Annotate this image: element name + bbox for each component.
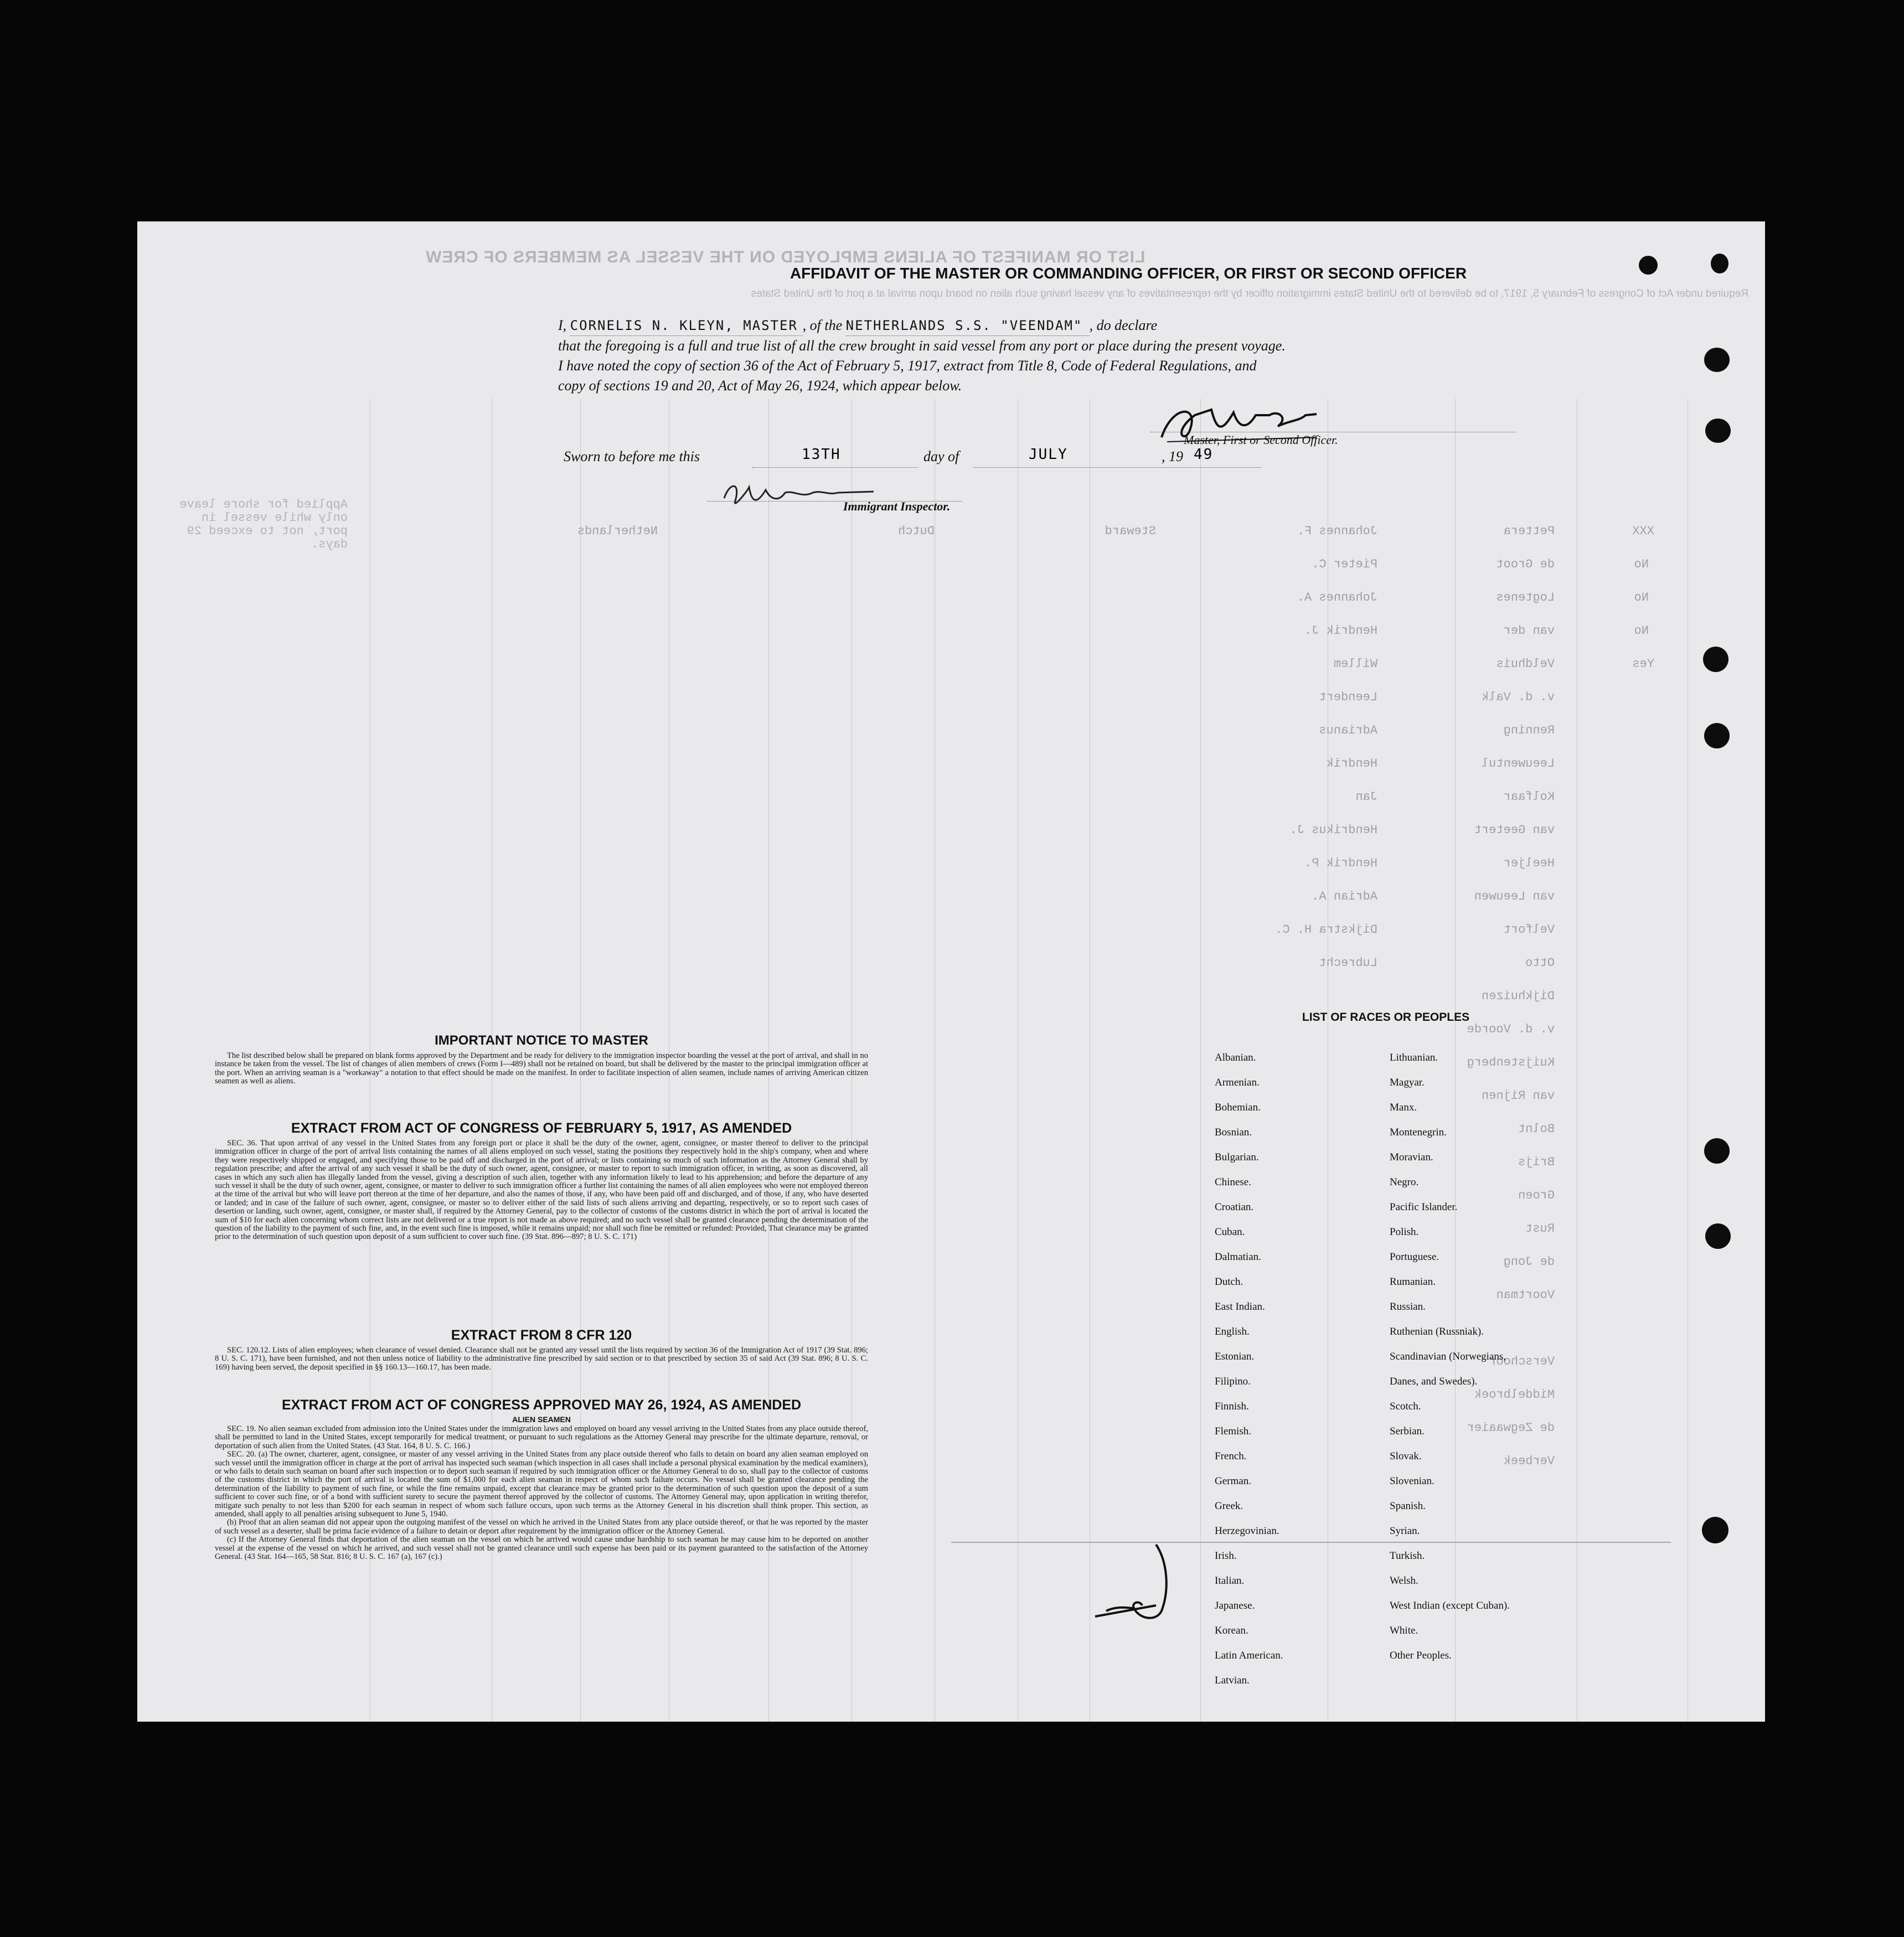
sworn-day-value: 13TH xyxy=(802,446,841,463)
race-item: Ruthenian (Russniak). xyxy=(1390,1326,1484,1337)
extract-1924-subtitle: ALIEN SEAMEN xyxy=(512,1415,571,1424)
affidavit-title: AFFIDAVIT OF THE MASTER OR COMMANDING OFFICER, OR FIRST OR SECOND OFFICER xyxy=(790,265,1467,282)
race-item: Slovak. xyxy=(1390,1450,1422,1462)
punch-hole xyxy=(1639,256,1658,275)
race-item: Chinese. xyxy=(1215,1176,1251,1188)
races-left-column xyxy=(1215,1052,1283,1700)
race-item: Portuguese. xyxy=(1390,1251,1439,1263)
race-item: Dalmatian. xyxy=(1215,1251,1261,1263)
race-item: Slovenian. xyxy=(1390,1475,1435,1487)
race-item: Flemish. xyxy=(1215,1425,1251,1437)
notice-title: IMPORTANT NOTICE TO MASTER xyxy=(435,1033,648,1048)
declare-text: , do declare xyxy=(1089,317,1158,333)
race-item: Turkish. xyxy=(1390,1550,1425,1562)
sworn-month-value: JULY xyxy=(1029,446,1068,463)
race-item: Manx. xyxy=(1390,1102,1417,1113)
affidavit-line-4: copy of sections 19 and 20, Act of May 26, 1924, which appear below. xyxy=(558,378,962,394)
race-item: Moravian. xyxy=(1390,1151,1433,1163)
race-item: Spanish. xyxy=(1390,1500,1426,1512)
sec-20a-paragraph: SEC. 20. (a) The owner, charterer, agent, consignee, or master of any vessel arriving in the United States from any place outside thereof who fails to detain on board any alien seaman employed on such vessel until the immigration officer in charge at the port of arrival has inspected such seaman (which inspection in all cases shall include a personal physical examination by the medical examiners), or who fails to detain such seaman on board after such inspection or to deport such seaman if required by such immigration officer or the Attorney General to do so, shall pay to the collector of customs of the customs district in which the port of arrival is located the sum of $1,000 for each alien seaman in respect of whom such failure occurs. No vessel shall be granted clearance pending the determination of the liability to payment of such fine, or while the fine remains unpaid, except that clearance may be granted prior to the determination of such question upon the deposit of a sum sufficient to cover such fine, or of a bond with sufficient surety to secure the payment thereof approved by the collector of customs. The Attorney General may, upon application in writing therefor, mitigate such penalty to not less than $200 for each seaman in respect of whom such failure occurs, upon such terms as the Attorney General in his discretion shall think proper. This section, as amended, shall apply to all penalties arising subsequent to June 5, 1940. xyxy=(215,1450,868,1519)
punch-hole xyxy=(1702,1517,1728,1543)
punch-hole xyxy=(1703,647,1728,672)
race-item: Korean. xyxy=(1215,1625,1248,1636)
race-item: Croatian. xyxy=(1215,1201,1254,1213)
affidavit-line-3: I have noted the copy of section 36 of the Act of February 5, 1917, extract from Title 8, Code of Federal Regulations, and xyxy=(558,358,1257,374)
race-item: Italian. xyxy=(1215,1575,1245,1587)
sworn-month-line xyxy=(973,467,1261,468)
race-item: Russian. xyxy=(1390,1301,1426,1313)
sec-20b-paragraph: (b) Proof that an alien seaman did not appear upon the outgoing manifest of the vessel on which he arrived in the United States from any place outside thereof, or that he was reported by the master of such vessel as a deserter, shall be prima facie evidence of a failure to detain or deport after requirement by the immigration officer or the Attorney General. xyxy=(215,1518,868,1536)
race-item: Latvian. xyxy=(1215,1675,1250,1686)
race-item: Armenian. xyxy=(1215,1077,1260,1088)
race-item: Irish. xyxy=(1215,1550,1237,1562)
race-item: Welsh. xyxy=(1390,1575,1418,1587)
extract-1917-title: EXTRACT FROM ACT OF CONGRESS OF FEBRUARY 5, 1917, AS AMENDED xyxy=(291,1120,792,1136)
race-item: Latin American. xyxy=(1215,1650,1283,1661)
sworn-year-prefix: , 19 xyxy=(1162,448,1183,464)
race-item: Syrian. xyxy=(1390,1525,1420,1537)
extract-1917-text xyxy=(215,1139,868,1312)
race-item: Cuban. xyxy=(1215,1226,1245,1238)
affidavit-line-2: that the foregoing is a full and true list of all the crew brought in said vessel from any port or place during the present voyage. xyxy=(558,338,1286,354)
race-item: Other Peoples. xyxy=(1390,1650,1452,1661)
sworn-day-line xyxy=(752,467,918,468)
extract-1924-title: EXTRACT FROM ACT OF CONGRESS APPROVED MAY 26, 1924, AS AMENDED xyxy=(281,1397,802,1413)
race-item: White. xyxy=(1390,1625,1418,1636)
punch-hole xyxy=(1704,1138,1730,1164)
race-item: English. xyxy=(1215,1326,1250,1337)
initials-mark xyxy=(1073,1539,1200,1628)
race-item: Pacific Islander. xyxy=(1390,1201,1458,1213)
sworn-label: Sworn to before me this xyxy=(564,448,700,464)
extract-1917-paragraph: SEC. 36. That upon arrival of any vessel in the United States from any foreign port or place it shall be the duty of the owner, agent, consignee, or master thereof to deliver to the principal immigration officer in charge of the port of arrival lists containing the names of all aliens employed on such vessel, stating the positions they respectively hold in the ship's company, when and where they were respectively shipped or engaged, and specifying those to be paid off and discharged in the port of arrival; or lists containing so much of such information as the Attorney General shall by regulation prescribe; and after the arrival of any such vessel it shall be the duty of such owner, agent, consignee, or master to report to such immigration officer, in writing, as soon as discovered, all cases in which any such alien has illegally landed from the vessel, giving a description of such alien, together with any information likely to lead to his apprehension; and before the departure of any such vessel it shall be the duty of such owner, agent, consignee, or master to deliver to such immigration officer a further list containing the names of all alien employees who were not employed thereon at the time of the arrival but who will leave port thereon at the time of her departure, and also the names of those, if any, who have been paid off and discharged, and of those, if any, who have deserted or landed; and in case of the failure of such owner, agent, consignee, or master so to deliver either of the said lists of such aliens arriving and departing, respectively, or so to report such cases of desertion or landing, such owner, agent, consignee, or master shall, if required by the Attorney General, pay to the collector of customs of the customs district in which the port of arrival is located the sum of $10 for each alien concerning whom correct lists are not delivered or a true report is not made as above required; and no such vessel shall be granted clearance pending the determination of the question of the liability to the payment of such fine, and, in the event such fine is imposed, while it remains unpaid; nor shall such fine be remitted or refunded: Provided, That clearance may be granted prior to the determination of such question upon deposit of a sum sufficient to cover such fine. (39 Stat. 896—897; 8 U. S. C. 171) xyxy=(215,1139,868,1242)
sec-19-paragraph: SEC. 19. No alien seaman excluded from admission into the United States under the immigration laws and employed on board any vessel arriving in the United States from any place outside thereof, shall be permitted to land in the United States, except temporarily for medical treatment, or pursuant to such regulations as the Attorney General may prescribe for the ultimate departure, removal, or deportation of such alien from the United States. (43 Stat. 164, 8 U. S. C. 166.) xyxy=(215,1425,868,1450)
race-item: Negro. xyxy=(1390,1176,1419,1188)
affidavit-text xyxy=(558,316,1588,396)
race-item: Rumanian. xyxy=(1390,1276,1436,1288)
vessel-name-field: NETHERLANDS S.S. "VEENDAM" xyxy=(846,316,1090,336)
races-title: LIST OF RACES OR PEOPLES xyxy=(1302,1011,1470,1024)
race-item: Polish. xyxy=(1390,1226,1419,1238)
inspector-label: Immigrant Inspector. xyxy=(843,499,951,513)
punch-hole xyxy=(1704,723,1730,748)
ghost-subheading: Required under Act of Congress of February 5, 1917, to be delivered to the United States immigration officer by the representatives of any vessel having such alien on board upon arrival at a port of the United States xyxy=(751,288,1748,299)
race-item: Albanian. xyxy=(1215,1052,1256,1063)
ghost-heading: LIST OR MANIFEST OF ALIENS EMPLOYED ON THE VESSEL AS MEMBERS OF CREW xyxy=(425,248,1146,266)
ghost-bottom-rule xyxy=(951,1542,1671,1543)
race-item: Serbian. xyxy=(1390,1425,1425,1437)
race-item: Lithuanian. xyxy=(1390,1052,1438,1063)
race-item: Greek. xyxy=(1215,1500,1243,1512)
race-item: Danes, and Swedes). xyxy=(1390,1376,1478,1387)
notice-paragraph: The list described below shall be prepared on blank forms approved by the Department and be ready for delivery to the immigration inspector boarding the vessel at the port of arrival, and shall in no instance be taken from the vessel. The list of changes of alien members of crews (Form I—489) shall not be retained on board, but shall be delivered by the master to the principal immigration officer at the port. When an arriving seaman is a "workaway" a notation to that effect should be made on the manifest. In order to facilitate inspection of alien seamen, include names of arriving American citizen seamen as well as aliens. xyxy=(215,1052,868,1086)
punch-hole xyxy=(1705,419,1731,443)
day-of-label: day of xyxy=(923,448,959,464)
punch-hole xyxy=(1704,348,1730,372)
race-item: Dutch. xyxy=(1215,1276,1243,1288)
extract-1924-text xyxy=(215,1425,868,1652)
race-item: Magyar. xyxy=(1390,1077,1425,1088)
document-page: LIST OR MANIFEST OF ALIENS EMPLOYED ON THE VESSEL AS MEMBERS OF CREW Required under Act of Congress of February 5, 1917, to be delivered to the United States immigration officer by the representatives of any vessel having such alien on board upon arrival at a port of the United States Applied for shore leave only while vessel in port, not to exceed 29 days. XXX Pettera Johannes F. Steward Dutch Netherlands No de Groot Pieter C. No Logtenes Johannes A. No van der Hendrik J. Yes Veldhuis Willem v. d. Valk Leendert Renning Adrianus Leeuwentul Hendrik Kolfaar Jan van Geetert Hendrikus J. Heeljer Hendrik P. van Leeuwen Adrian A. Velfort Dijkstra H. C. Otto Lubrecht Dijkhuizen v. d. Voorde Kuijstenberg van Rijnen Bolnt Brijs Groen Rust de Jong Voortman Verschoor Middelbroek de Zegwaaier Verbeek AFFIDAVIT OF THE MASTER OR COMMANDING OFFICER, OR FIRST OR SECOND OFFICER I, CORNELIS N. KLEYN, MASTER , of the NETHERLANDS S.S. "VEENDAM" , do declare that the foregoing is a full and true list of all the crew brought in said vessel from any port or place during the present voyage. I have noted the copy of section 36 of the Act of February 5, 1917, extract from Title 8, Code of Federal Regulations, and copy of sections 19 and 20, Act of May 26, 1924, which appear below. Master, First or Second Officer. Sworn to before me this 13TH day of JULY , 19 49 Immigrant Inspector. IMPORTANT NOTICE TO MASTER The list described below shall be prepared on blank forms approved by the Department and be ready for delivery to the immigration inspector boarding the vessel at the port of arrival, and shall in no instance be taken from the vessel. The list of changes of alien members of crews (Form I—489) shall not be retained on board, but shall be delivered by the master to the principal immigration officer at the port. When an arriving seaman is a "workaway" a notation to that effect should be made on the manifest. In order to facilitate inspection of alien seamen, include names of arriving American citizen seamen as well as aliens. EXTRACT FROM ACT OF CONGRESS OF FEBRUARY 5, 1917, AS AMENDED SEC. 36. That upon arrival of any vessel in the United States from any foreign port or place it shall be the duty of the owner, agent, consignee, or master thereof to deliver to the principal immigration officer in charge of the port of arrival lists containing the names of all aliens employed on such vessel, stating the positions they respectively hold in the ship's company, when and where they were respectively shipped or engaged, and specifying those to be paid off and discharged in the port of arrival; or lists containing so much of such information as the Attorney General shall by regulation prescribe; and after the arrival of any such vessel it shall be the duty of such owner, agent, consignee, or master to report to such immigration officer, in writing, as soon as discovered, all cases in which any such alien has illegally landed from the vessel, giving a description of such alien, together with any information likely to lead to his apprehension; and before the departure of any such vessel it shall be the duty of such owner, agent, consignee, or master to deliver to such immigration officer a further list containing the names of all alien employees who were not employed thereon at the time of the arrival but who will leave port thereon at the time of her departure, and also the names of those, if any, who have been paid off and discharged, and of those, if any, who have deserted or landed; and in case of the failure of such owner, agent, consignee, or master so to deliver either of the said lists of such aliens arriving and departing, respectively, or so to report such cases of desertion or landing, such owner, agent, consignee, or master shall, if required by the Attorney General, pay to the collector of customs of the customs district in which the port of arrival is located the sum of $10 for each alien concerning whom correct lists are not delivered or a true report is not made as above required; and no such vessel shall be granted clearance pending the determination of the question of the liability to the payment of such fine, and, in the event such fine is imposed, while it remains unpaid; nor shall such fine be remitted or refunded: Provided, That clearance may be granted prior to the determination of such question upon deposit of a sum sufficient to cover such fine. (39 Stat. 896—897; 8 U. S. C. 171) EXTRACT FROM 8 CFR 120 SEC. 120.12. Lists of alien employees; when clearance of vessel denied. Clearance shall not be granted any vessel until the lists required by section 36 of the Immigration Act of 1917 (39 Stat. 896; 8 U. S. C. 171), have been furnished, and not then unless notice of liability to the administrative fine prescribed by said section or to that prescribed by section 35 of said Act (39 Stat. 896; 8 U. S. C. 169) having been served, the deposit specified in §§ 160.13—160.17, has been made. EXTRACT FROM ACT OF CONGRESS APPROVED MAY 26, 1924, AS AMENDED ALIEN SEAMEN SEC. 19. No alien seaman excluded from admission into the United States under the immigration laws and employed on board any vessel arriving in the United States from any place outside thereof, shall be permitted to land in the United States, except temporarily for medical treatment, or pursuant to such regulations as the Attorney General may prescribe for the ultimate departure, removal, or deportation of such alien from the United States. (43 Stat. 164, 8 U. S. C. 166.) SEC. 20. (a) The owner, charterer, agent, consignee, or master of any vessel arriving in the United States from any place outside thereof who fails to detain on board any alien seaman employed on such vessel until the immigration officer in charge at the port of arrival has inspected such seaman (which inspection in all cases shall include a personal physical examination by the medical examiners), or who fails to detain such seaman on board after such inspection or to deport such seaman if required by such immigration officer or the Attorney General to do so, shall pay to the collector of customs of the customs district in which the port of arrival is located the sum of $1,000 for each alien seaman in respect of whom such failure occurs. No vessel shall be granted clearance pending the determination of the liability to payment of such fine, or while the fine remains unpaid, except that clearance may be granted prior to the determination of such question upon the deposit of a sum sufficient to cover such fine, or of a bond with sufficient surety to secure the payment thereof approved by the collector of customs. The Attorney General may, upon application in writing therefor, mitigate such penalty to not less than $200 for each seaman in respect of whom such failure occurs, upon such terms as the Attorney General in his discretion shall think proper. This section, as amended, shall apply to all penalties arising subsequent to June 5, 1940. (b) Proof that an alien seaman did not appear upon the outgoing manifest of the vessel on which he arrived in the United States from any place outside thereof, or that he was reported by the master of such vessel as a deserter, shall be prima facie evidence of a failure to detain or deport after requirement by the immigration officer or the Attorney General. (c) If the Attorney General finds that deportation of the alien seaman on the vessel on which he arrived would cause undue hardship to such seaman he may cause him to be deported on another vessel at the expense of the vessel on which he arrived, and such vessel shall not be granted clearance until such expense has been paid or its payment guaranteed to the satisfaction of the Attorney General. (43 Stat. 164—165, 58 Stat. 816; 8 U. S. C. 167 (a), 167 (c).) LIST OF RACES OR PEOPLES Albanian. Armenian. Bohemian. Bosnian. Bulgarian. Chinese. Croatian. Cuban. Dalmatian. Dutch. East Indian. English. Estonian. Filipino. Finnish. Flemish. French. German. Greek. Herzegovinian. Irish. Italian. Japanese. Korean. Latin American. Latvian. Lithuanian. Magyar. Manx. Montenegrin. Moravian. Negro. Pacific Islander. Polish. Portuguese. Rumanian. Russian. Ruthenian (Russniak). Scandinavian (Norwegians, Danes, and Swedes). Scotch. Serbian. Slovak. Slovenian. Spanish. Syrian. Turkish. Welsh. West Indian (except Cuban). White. Other Peoples. xyxy=(137,221,1765,1722)
punch-hole xyxy=(1711,254,1728,273)
of-the-text: , of the xyxy=(802,317,843,333)
race-item: Herzegovinian. xyxy=(1215,1525,1279,1537)
race-item: Estonian. xyxy=(1215,1351,1255,1362)
master-name-field: CORNELIS N. KLEYN, MASTER xyxy=(570,316,803,336)
master-signature-label: Master, First or Second Officer. xyxy=(1184,433,1338,447)
sworn-year-value: 49 xyxy=(1194,446,1214,463)
races-right-column xyxy=(1390,1052,1510,1675)
affidavit-line-1 xyxy=(558,316,1588,336)
race-item: West Indian (except Cuban). xyxy=(1390,1600,1510,1611)
ghost-side-note: Applied for shore leave only while vessel in port, not to exceed 29 days. xyxy=(179,498,348,551)
race-item: Finnish. xyxy=(1215,1401,1249,1412)
race-item: East Indian. xyxy=(1215,1301,1265,1313)
notice-text xyxy=(215,1052,868,1103)
race-item: Bohemian. xyxy=(1215,1102,1261,1113)
affidavit-intro: I, xyxy=(558,317,567,333)
extract-cfr-text xyxy=(215,1346,868,1382)
extract-cfr-title: EXTRACT FROM 8 CFR 120 xyxy=(451,1328,632,1343)
race-item: Filipino. xyxy=(1215,1376,1251,1387)
sec-20c-paragraph: (c) If the Attorney General finds that deportation of the alien seaman on the vessel on which he arrived would cause undue hardship to such seaman he may cause him to be deported on another vessel at the expense of the vessel on which he arrived, and such vessel shall not be granted clearance until such expense has been paid or its payment guaranteed to the satisfaction of the Attorney General. (43 Stat. 164—165, 58 Stat. 816; 8 U. S. C. 167 (a), 167 (c).) xyxy=(215,1535,868,1562)
race-item: Bosnian. xyxy=(1215,1127,1252,1138)
race-item: German. xyxy=(1215,1475,1251,1487)
race-item: Scotch. xyxy=(1390,1401,1421,1412)
punch-hole xyxy=(1705,1223,1731,1249)
race-item: Montenegrin. xyxy=(1390,1127,1447,1138)
race-item: Bulgarian. xyxy=(1215,1151,1259,1163)
extract-cfr-paragraph: SEC. 120.12. Lists of alien employees; when clearance of vessel denied. Clearance shall not be granted any vessel until the lists required by section 36 of the Immigration Act of 1917 (39 Stat. 896; 8 U. S. C. 171), have been furnished, and not then unless notice of liability to the administrative fine prescribed by said section or to that prescribed by section 35 of said Act (39 Stat. 896; 8 U. S. C. 169) having been served, the deposit specified in §§ 160.13—160.17, has been made. xyxy=(215,1346,868,1372)
race-item: Scandinavian (Norwegians, xyxy=(1390,1351,1506,1362)
race-item: Japanese. xyxy=(1215,1600,1255,1611)
race-item: French. xyxy=(1215,1450,1247,1462)
